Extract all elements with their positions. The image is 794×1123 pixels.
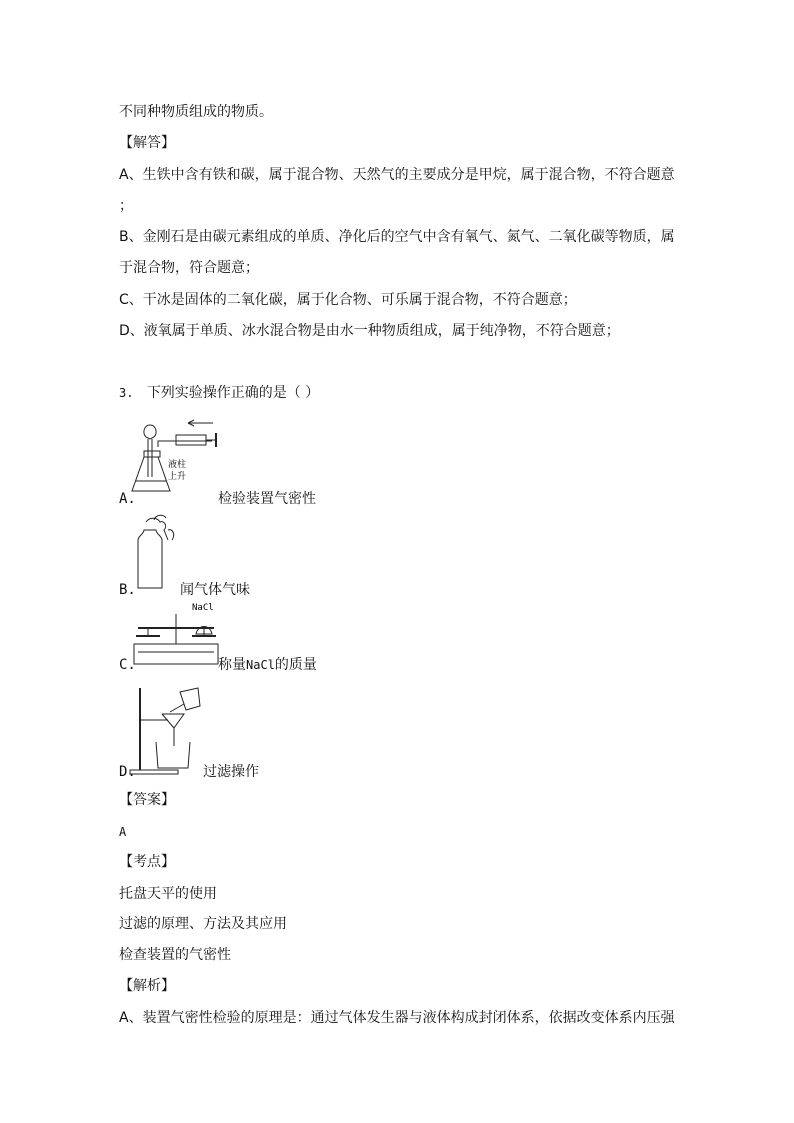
text-line-option-b-cont: 于混合物，符合题意； [119,260,259,276]
smell-gas-figure [128,512,183,592]
fig-a-label-2: 上升 [168,472,187,482]
fig-a-label-1: 液柱 [168,460,187,470]
text-line-semicolon: ； [119,198,133,214]
section-heading-jiexi: 【解析】 [119,978,175,994]
option-a-letter: A. [119,491,136,507]
text-line-option-b: B、金刚石是由碳元素组成的单质、净化后的空气中含有氧气、氮气、二氧化碳等物质，属 [119,229,675,245]
option-c-caption-chem: NaCl [246,658,275,672]
filtration-figure [128,684,208,776]
section-heading-kaodian: 【考点】 [119,854,175,870]
answer-value: A [119,825,127,839]
kaodian-item-2: 过滤的原理、方法及其应用 [119,916,287,932]
question-number: 3. [119,386,134,400]
section-heading-answer: 【答案】 [119,792,175,808]
option-c-caption [218,656,317,674]
kaodian-item-1: 托盘天平的使用 [119,886,217,902]
option-a-caption: 检验装置气密性 [218,491,316,507]
option-d-caption: 过滤操作 [203,764,259,780]
option-b-caption: 闻气体气味 [180,582,250,598]
text-line-option-c: C、干冰是固体的二氧化碳，属于化合物、可乐属于混合物，不符合题意； [119,292,577,308]
text-line-1: 不同种物质组成的物质。 [119,104,273,120]
section-heading-jieda: 【解答】 [119,135,175,151]
option-b-letter: B. [119,582,136,598]
question-stem-text: 下列实验操作正确的是（ ） [146,385,320,401]
fig-c-label: NaCl [192,603,214,613]
question-stem [119,384,319,402]
airtightness-check-figure [128,417,223,499]
text-line-option-d: D、液氧属于单质、冰水混合物是由水一种物质组成，属于纯净物，不符合题意； [119,323,620,339]
option-c-caption-post: 的质量 [274,657,317,673]
text-line-option-a: A、生铁中含有铁和碳，属于混合物、天然气的主要成分是甲烷，属于混合物，不符合题意 [119,167,675,183]
kaodian-item-3: 检查装置的气密性 [119,947,231,963]
jiexi-text: A、装置气密性检验的原理是：通过气体发生器与液体构成封闭体系，依据改变体系内压强 [119,1010,675,1026]
option-d-letter: D. [119,764,136,780]
option-c-letter: C. [119,657,136,673]
balance-weighing-figure [128,600,223,670]
option-c-caption-pre: 称量 [218,657,246,673]
